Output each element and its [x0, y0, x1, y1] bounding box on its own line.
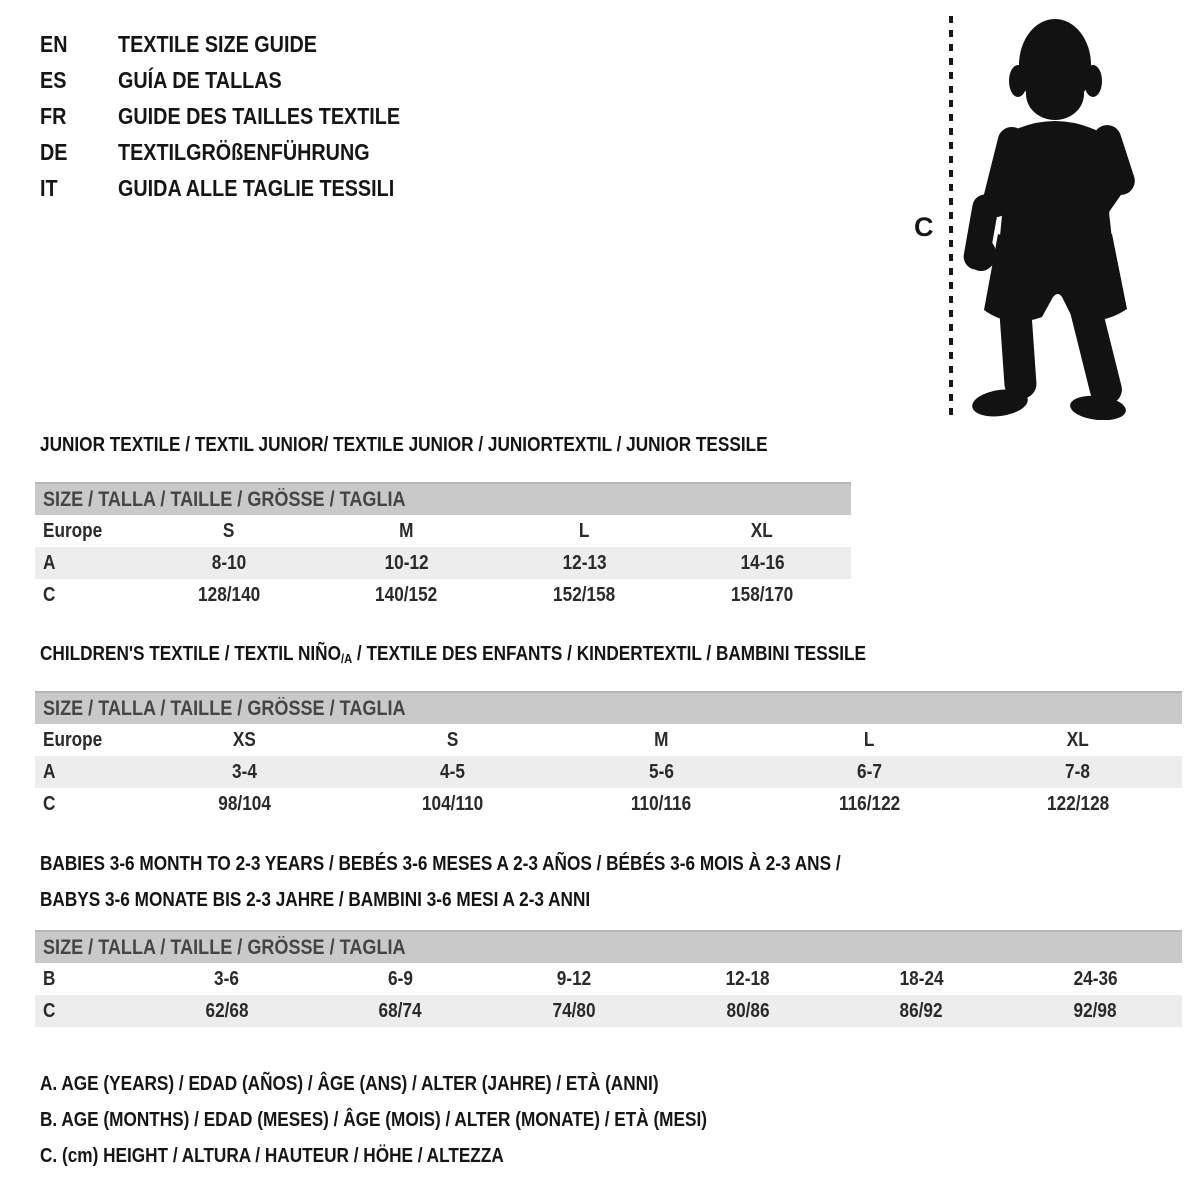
row-label-text: C	[43, 999, 56, 1022]
language-code-text: DE	[40, 138, 68, 165]
legend-line-b-text: B. AGE (MONTHS) / EDAD (MESES) / ÂGE (MOIS) / ALTER (MONATE) / ETÀ (MESI)	[40, 1108, 707, 1131]
height-cell-text: 158/170	[731, 583, 794, 606]
junior-section-heading	[40, 434, 886, 457]
age-cell	[140, 761, 348, 784]
age-cell	[974, 761, 1182, 784]
size-cell-text: L	[864, 728, 875, 751]
babies-row-months	[35, 963, 1182, 995]
height-cell-text: 68/74	[378, 999, 423, 1022]
junior-section-heading-text: JUNIOR TEXTILE / TEXTIL JUNIOR/ TEXTILE JUNIOR / JUNIORTEXTIL / JUNIOR TESSILE	[40, 434, 768, 456]
page-title-text: TEXTILGRÖßENFÜHRUNG	[118, 138, 370, 165]
row-label-text: A	[43, 760, 56, 783]
page-title-fr	[118, 103, 446, 130]
height-measure-label: C	[914, 212, 934, 242]
language-code-text: FR	[40, 102, 67, 129]
babies-size-table	[35, 930, 1182, 1027]
legend-line-b	[40, 1102, 816, 1138]
age-cell-text: 6-7	[856, 760, 882, 783]
height-cell	[661, 1000, 835, 1023]
age-cell-text: 7-8	[1065, 760, 1091, 783]
legend-line-a	[40, 1066, 816, 1102]
page-title-it	[118, 175, 439, 202]
height-cell-text: 86/92	[899, 999, 944, 1022]
size-cell	[673, 520, 851, 543]
size-header-text: SIZE / TALLA / TAILLE / GRÖSSE / TAGLIA	[43, 696, 406, 720]
age-cell-text: 8-10	[211, 551, 247, 574]
height-cell-text: 98/104	[217, 792, 271, 815]
language-code	[40, 31, 118, 58]
language-row	[40, 170, 446, 206]
height-cell-text: 74/80	[552, 999, 596, 1022]
babies-heading-line2	[40, 882, 971, 918]
height-cell	[557, 793, 765, 816]
size-cell	[318, 520, 496, 543]
height-cell-text: 128/140	[197, 583, 260, 606]
row-label	[35, 729, 140, 752]
babies-row-height	[35, 995, 1182, 1027]
months-cell-text: 9-12	[556, 967, 592, 990]
age-cell-text: 14-16	[740, 551, 785, 574]
height-cell-text: 152/158	[553, 583, 616, 606]
height-cell-text: 80/86	[726, 999, 770, 1022]
height-cell	[835, 1000, 1009, 1023]
months-cell-text: 24-36	[1073, 967, 1118, 990]
size-cell	[557, 729, 765, 752]
height-cell	[974, 793, 1182, 816]
language-code-text: IT	[40, 174, 58, 201]
age-cell	[318, 552, 496, 575]
size-cell	[496, 520, 674, 543]
months-cell	[1008, 968, 1182, 991]
months-cell-text: 18-24	[899, 967, 944, 990]
height-cell-text: 110/116	[630, 792, 692, 815]
row-label	[35, 793, 140, 816]
children-row-height	[35, 788, 1182, 820]
age-cell	[496, 552, 674, 575]
page-title-text: GUIDE DES TAILLES TEXTILE	[118, 102, 401, 129]
language-code	[40, 175, 118, 202]
size-cell	[140, 520, 318, 543]
age-cell-text: 5-6	[648, 760, 674, 783]
row-label-text: A	[43, 551, 56, 574]
row-label-text: C	[43, 792, 56, 815]
age-cell-text: 3-4	[231, 760, 257, 783]
language-row	[40, 134, 446, 170]
babies-heading-line1-text: BABIES 3-6 MONTH TO 2-3 YEARS / BEBÉS 3-6 MESES A 2-3 AÑOS / BÉBÉS 3-6 MOIS À 2-3 ANS /	[40, 853, 841, 875]
children-heading-suffix: / TEXTILE DES ENFANTS / KINDERTEXTIL / BAMBINI TESSILE	[352, 643, 866, 665]
children-size-table	[35, 691, 1182, 820]
height-cell	[1008, 1000, 1182, 1023]
height-cell	[673, 584, 851, 607]
months-cell-text: 12-18	[725, 967, 770, 990]
babies-section-heading	[40, 846, 971, 918]
age-cell-text: 4-5	[440, 760, 466, 783]
row-label	[35, 520, 140, 543]
page-title-text: GUIDA ALLE TAGLIE TESSILI	[118, 174, 395, 201]
legend-line-a-text: A. AGE (YEARS) / EDAD (AÑOS) / ÂGE (ANS) / ALTER (JAHRE) / ETÀ (ANNI)	[40, 1072, 659, 1095]
toddler-silhouette-icon	[960, 14, 1138, 420]
page-title-de	[118, 139, 411, 166]
babies-heading-line2-text: BABYS 3-6 MONATE BIS 2-3 JAHRE / BAMBINI 3-6 MESI A 2-3 ANNI	[40, 889, 591, 911]
height-cell-text: 122/128	[1046, 792, 1109, 815]
age-cell-text: 10-12	[384, 551, 429, 574]
height-cell	[496, 584, 674, 607]
children-row-europe	[35, 724, 1182, 756]
height-cell	[140, 1000, 314, 1023]
age-cell	[140, 552, 318, 575]
size-header-text: SIZE / TALLA / TAILLE / GRÖSSE / TAGLIA	[43, 935, 406, 959]
language-code-text: ES	[40, 66, 67, 93]
language-code	[40, 103, 118, 130]
junior-row-height	[35, 579, 851, 611]
size-cell-text: M	[653, 728, 669, 751]
height-cell	[314, 1000, 488, 1023]
row-label-text: C	[43, 583, 56, 606]
junior-row-europe	[35, 515, 851, 547]
size-cell-text: XS	[232, 728, 256, 751]
row-label	[35, 584, 140, 607]
row-label	[35, 552, 140, 575]
height-cell-text: 116/122	[838, 792, 901, 815]
language-row	[40, 62, 446, 98]
language-code	[40, 139, 118, 166]
size-cell	[348, 729, 556, 752]
months-cell	[314, 968, 488, 991]
babies-size-header-bar	[35, 930, 1182, 963]
height-cell-text: 104/110	[421, 792, 484, 815]
size-cell-text: XL	[1066, 728, 1089, 751]
size-cell-text: XL	[751, 519, 774, 542]
height-cell-text: 140/152	[375, 583, 438, 606]
months-cell-text: 6-9	[388, 967, 413, 990]
measure-legend	[40, 1066, 816, 1174]
row-label-text: Europe	[43, 728, 103, 751]
months-cell	[140, 968, 314, 991]
junior-size-header-bar	[35, 482, 851, 515]
height-cell	[765, 793, 973, 816]
months-cell-text: 3-6	[214, 967, 240, 990]
size-cell	[140, 729, 348, 752]
size-header-text: SIZE / TALLA / TAILLE / GRÖSSE / TAGLIA	[43, 487, 406, 511]
months-cell	[835, 968, 1009, 991]
size-cell-text: L	[579, 519, 590, 542]
language-row	[40, 98, 446, 134]
age-cell-text: 12-13	[562, 551, 607, 574]
row-label	[35, 761, 140, 784]
language-title-list	[40, 26, 446, 206]
height-cell-text: 62/68	[205, 999, 249, 1022]
height-cell	[487, 1000, 661, 1023]
language-row	[40, 26, 446, 62]
size-cell-text: S	[223, 519, 235, 542]
size-cell	[974, 729, 1182, 752]
page-title	[118, 31, 349, 58]
row-label	[35, 1000, 140, 1023]
children-heading-subscript: /A	[340, 651, 353, 666]
row-label	[35, 968, 140, 991]
children-section-heading-text	[40, 643, 866, 666]
page-title-text: TEXTILE SIZE GUIDE	[118, 30, 317, 57]
babies-heading-line1	[40, 846, 971, 882]
height-cell	[318, 584, 496, 607]
page-title-es	[118, 67, 308, 94]
months-cell	[487, 968, 661, 991]
months-cell	[661, 968, 835, 991]
height-measure-dashed-line	[949, 16, 953, 416]
legend-line-c-text: C. (cm) HEIGHT / ALTURA / HAUTEUR / HÖHE / ALTEZZA	[40, 1144, 504, 1167]
size-cell-text: S	[446, 728, 459, 751]
age-cell	[673, 552, 851, 575]
age-cell	[765, 761, 973, 784]
height-cell	[140, 793, 348, 816]
junior-row-age	[35, 547, 851, 579]
children-heading-prefix: CHILDREN'S TEXTILE / TEXTIL NIÑO	[40, 643, 341, 665]
size-cell	[765, 729, 973, 752]
age-cell	[348, 761, 556, 784]
height-cell	[348, 793, 556, 816]
language-code	[40, 67, 118, 94]
row-label-text: B	[43, 967, 56, 990]
height-cell-text: 92/98	[1073, 999, 1117, 1022]
height-cell	[140, 584, 318, 607]
page-title-text: GUÍA DE TALLAS	[118, 66, 282, 93]
row-label-text: Europe	[43, 519, 103, 542]
children-size-header-bar	[35, 691, 1182, 724]
age-cell	[557, 761, 765, 784]
language-code-text: EN	[40, 30, 68, 57]
children-section-heading	[40, 643, 1000, 666]
junior-size-table	[35, 482, 851, 611]
legend-line-c	[40, 1138, 816, 1174]
children-row-age	[35, 756, 1182, 788]
size-cell-text: M	[399, 519, 414, 542]
